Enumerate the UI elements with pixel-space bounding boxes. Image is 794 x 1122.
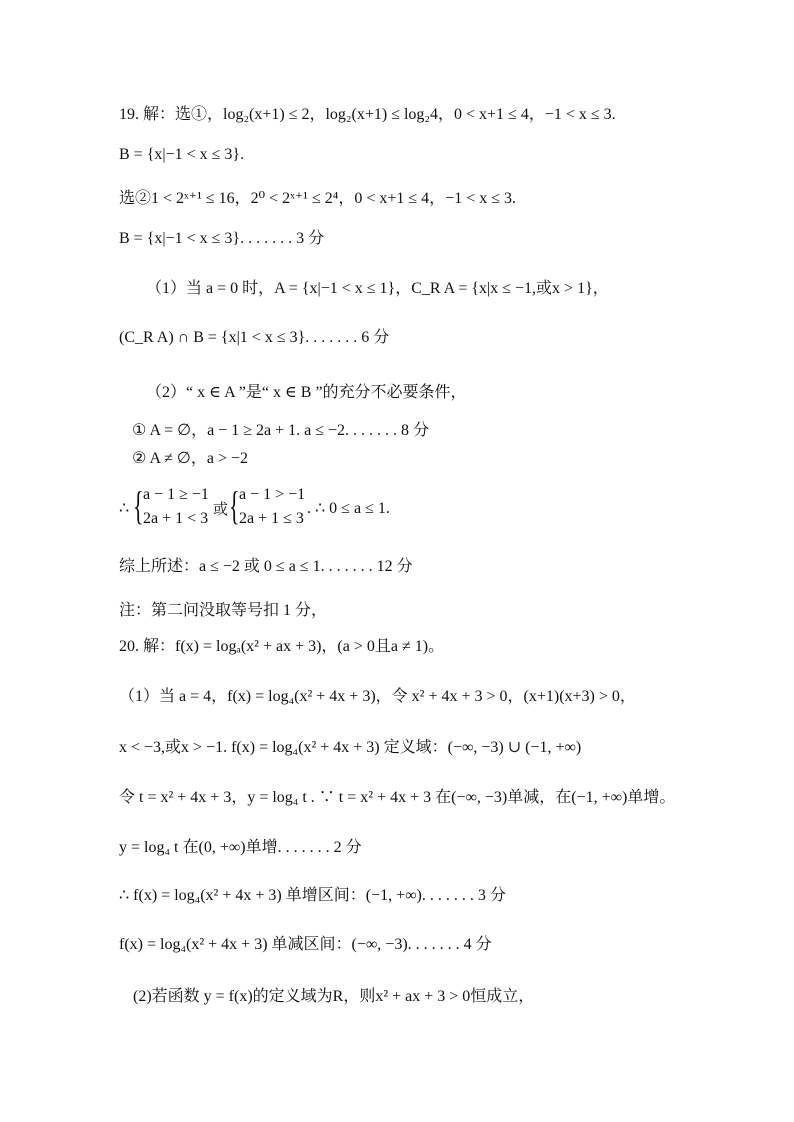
case2-line: ② A ≠ ∅，a > −2 (132, 450, 249, 467)
q19-option2-line: 选②1 < 2ˣ⁺¹ ≤ 16，2⁰ < 2ˣ⁺¹ ≤ 2⁴，0 < x+1 ≤ 4，−1 < x ≤ 3. (119, 190, 516, 207)
q20-part2-line: (2)若函数 y = f(x)的定义域为R，则x² + ax + 3 > 0恒成立， (133, 988, 535, 1005)
set-b-score-line: B = {x|−1 < x ≤ 3}. . . . . . . 3 分 (119, 230, 325, 247)
therefore-symbol: ∴ (119, 500, 130, 517)
part1-a-zero-line: （1）当 a = 0 时，A = {x|−1 < x ≤ 1}，C_R A = {x|x ≤ −1,或x > 1}， (146, 280, 609, 297)
complement-intersection-line: (C_R A) ∩ B = {x|1 < x ≤ 3}. . . . . . . 6 分 (119, 329, 390, 346)
q20-function-line: 20. 解：f(x) = logₐ(x² + ax + 3)，(a > 0且a ≠ 1)。 (119, 638, 445, 655)
q20-part1-line: （1）当 a = 4，f(x) = log₄(x² + 4x + 3)，令 x² + 4x + 3 > 0，(x+1)(x+3) > 0， (119, 688, 636, 705)
part2-condition-line: （2）“ x ∈ A ”是“ x ∈ B ”的充分不必要条件， (146, 384, 467, 401)
increasing-interval-line: ∴ f(x) = log₄(x² + 4x + 3) 单增区间：(−1, +∞). . . . . . . 3 分 (119, 887, 506, 904)
summary-line: 综上所述：a ≤ −2 或 0 ≤ a ≤ 1. . . . . . . 12 分 (119, 558, 413, 575)
set-b-line: B = {x|−1 < x ≤ 3}. (119, 146, 245, 163)
right-system-row1: a − 1 > −1 (239, 486, 306, 503)
right-brace: { (229, 483, 240, 528)
left-system-row1: a − 1 ≥ −1 (143, 486, 209, 503)
left-system-row2: 2a + 1 < 3 (143, 510, 209, 527)
decreasing-interval-line: f(x) = log₄(x² + 4x + 3) 单减区间：(−∞, −3). . . . . . . 4 分 (119, 936, 492, 953)
substitution-line: 令 t = x² + 4x + 3，y = log₄ t . ∵ t = x² + 4x + 3 在(−∞, −3)单减，在(−1, +∞)单增。 (119, 789, 676, 806)
log-increasing-line: y = log₄ t 在(0, +∞)单增. . . . . . . 2 分 (119, 839, 362, 856)
note-line: 注：第二问没取等号扣 1 分， (119, 602, 328, 619)
inequality-system (119, 484, 419, 534)
right-system-row2: 2a + 1 ≤ 3 (239, 510, 304, 527)
or-word: 或 (213, 500, 229, 518)
case1-line: ① A = ∅，a − 1 ≥ 2a + 1. a ≤ −2. . . . . . . 8 分 (132, 422, 430, 439)
q19-option1-line: 19. 解：选①，log₂(x+1) ≤ 2，log₂(x+1) ≤ log₂4，0 < x+1 ≤ 4，−1 < x ≤ 3. (119, 106, 616, 123)
system-conclusion: . ∴ 0 ≤ a ≤ 1. (307, 500, 390, 517)
domain-line: x < −3,或x > −1. f(x) = log₄(x² + 4x + 3) 定义域：(−∞, −3) ∪ (−1, +∞) (119, 739, 582, 756)
left-brace: { (133, 483, 144, 528)
